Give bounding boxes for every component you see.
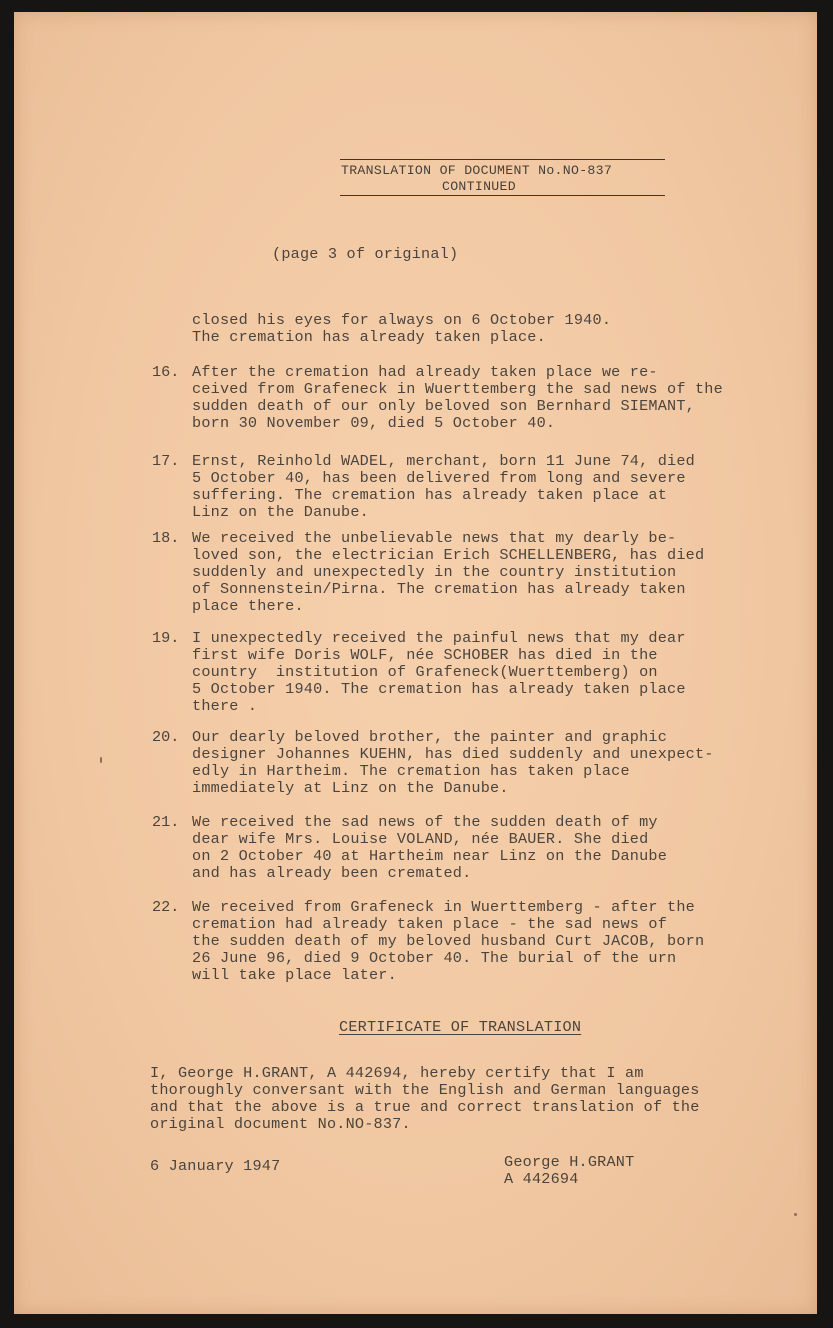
entry-number: 21. (152, 813, 180, 831)
text-line: the sudden death of my beloved husband Curt JACOB, born (192, 932, 705, 950)
text-line: suddenly and unexpectedly in the country institution (192, 563, 677, 581)
entry-number: 19. (152, 629, 180, 647)
text-line: 26 June 96, died 9 October 40. The burial of the urn (192, 949, 677, 967)
certificate-paragraph (150, 1065, 700, 1133)
text-line: After the cremation had already taken place we re- (192, 363, 658, 381)
text-line: I, George H.GRANT, A 442694, hereby certify that I am (150, 1064, 644, 1082)
text-line: and has already been cremated. (192, 864, 472, 882)
text-line: ceived from Grafeneck in Wuerttemberg the sad news of the (192, 380, 723, 398)
text-line: edly in Hartheim. The cremation has taken place (192, 762, 630, 780)
signer-name: George H.GRANT (504, 1153, 635, 1171)
text-line: We received from Grafeneck in Wuerttemberg - after the (192, 898, 695, 916)
paper-speck (100, 757, 102, 763)
document-subtitle: CONTINUED (442, 179, 516, 194)
document-title: TRANSLATION OF DOCUMENT No.NO-837 (341, 163, 613, 178)
text-line: there . (192, 697, 258, 715)
text-line: will take place later. (192, 966, 397, 984)
entry-paragraph (192, 453, 695, 521)
entry-number: 22. (152, 898, 180, 916)
paper-speck (794, 1213, 797, 1216)
text-line: cremation had already taken place - the sad news of (192, 915, 668, 933)
text-line: born 30 November 09, died 5 October 40. (192, 414, 556, 432)
text-line: and that the above is a true and correct translation of the (150, 1098, 700, 1116)
entry-paragraph (192, 530, 704, 615)
text-line: dear wife Mrs. Louise VOLAND, née BAUER. She died (192, 830, 649, 848)
text-line: place there. (192, 597, 304, 615)
text-line: 5 October 1940. The cremation has already taken place (192, 680, 686, 698)
text-line: country institution of Grafeneck(Wuerttemberg) on (192, 663, 658, 681)
text-line: original document No.NO-837. (150, 1115, 411, 1133)
signer-id: A 442694 (504, 1170, 579, 1188)
entry-paragraph (192, 729, 714, 797)
text-line: I unexpectedly received the painful news that my dear (192, 629, 686, 647)
text-line: on 2 October 40 at Hartheim near Linz on the Danube (192, 847, 668, 865)
text-line: Our dearly beloved brother, the painter and graphic (192, 728, 668, 746)
text-line: designer Johannes KUEHN, has died suddenly and unexpect- (192, 745, 714, 763)
entry-number: 16. (152, 363, 180, 381)
certificate-title: CERTIFICATE OF TRANSLATION (339, 1018, 582, 1036)
text-line: immediately at Linz on the Danube. (192, 779, 509, 797)
text-line: thoroughly conversant with the English and German languages (150, 1081, 700, 1099)
text-line: We received the unbelievable news that my dearly be- (192, 529, 677, 547)
certificate-date: 6 January 1947 (150, 1157, 281, 1175)
text-line: suffering. The cremation has already taken place at (192, 486, 668, 504)
text-line: of Sonnenstein/Pirna. The cremation has already taken (192, 580, 686, 598)
document-page (14, 12, 817, 1314)
text-line: The cremation has already taken place. (192, 328, 546, 346)
text-line: closed his eyes for always on 6 October 1940. (192, 311, 612, 329)
entry-paragraph (192, 814, 667, 882)
entry-number: 18. (152, 529, 180, 547)
heading-top-rule (340, 159, 665, 160)
entry-paragraph (192, 899, 704, 984)
entry-paragraph (192, 364, 723, 432)
text-line: Linz on the Danube. (192, 503, 369, 521)
text-line: first wife Doris WOLF, née SCHOBER has died in the (192, 646, 658, 664)
text-line: 5 October 40, has been delivered from long and severe (192, 469, 686, 487)
text-line: sudden death of our only beloved son Bernhard SIEMANT, (192, 397, 695, 415)
text-line: We received the sad news of the sudden death of my (192, 813, 658, 831)
intro-paragraph (192, 312, 611, 346)
entry-paragraph (192, 630, 686, 715)
entry-number: 17. (152, 452, 180, 470)
page-note: (page 3 of original) (272, 245, 459, 263)
text-line: loved son, the electrician Erich SCHELLENBERG, has died (192, 546, 705, 564)
entry-number: 20. (152, 728, 180, 746)
text-line: Ernst, Reinhold WADEL, merchant, born 11 June 74, died (192, 452, 695, 470)
heading-bottom-rule (340, 195, 665, 196)
